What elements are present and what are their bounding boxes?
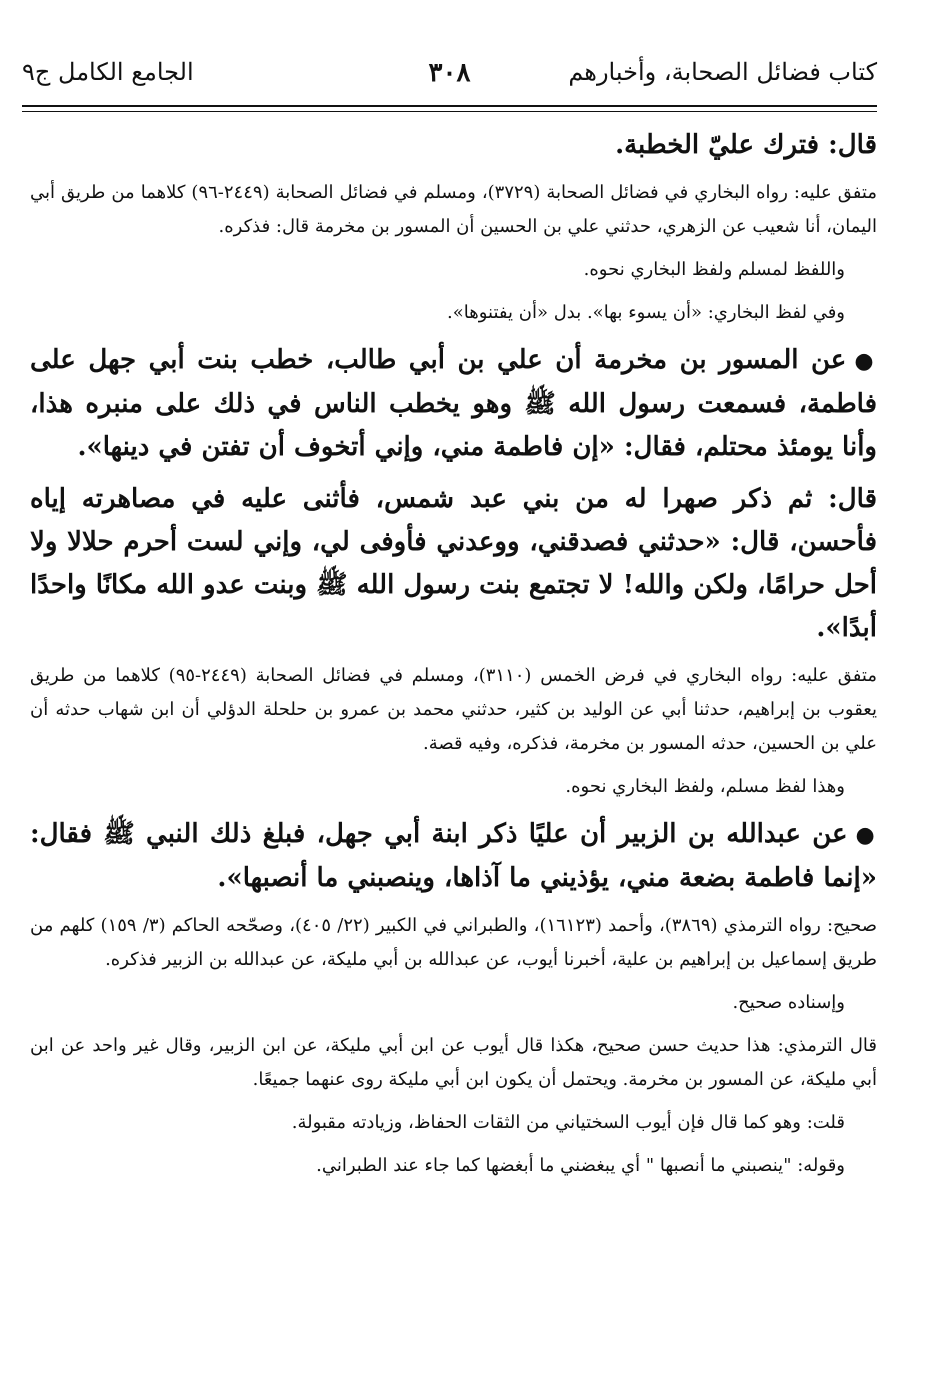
note-line: وقوله: "ينصبني ما أنصبها " أي يبغضني ما أبغضها كما جاء عند الطبراني. <box>316 1155 845 1176</box>
hadith-text <box>30 339 877 469</box>
note-line: وفي لفظ البخاري: «أن يسوء بها». بدل «أن يفتنوها». <box>447 302 845 323</box>
hadith-body: عن المسور بن مخرمة أن علي بن أبي طالب، خطب بنت أبي جهل على فاطمة، فسمعت رسول الله ﷺ وهو يخطب الناس في ذلك على منبره هذا، وأنا يومئذ محتلم، فقال: «إن فاطمة مني، وإني أتخوف أن تفتن في دينها». <box>30 345 877 462</box>
bullet-icon: ● <box>855 822 877 848</box>
note-line: وإسناده صحيح. <box>732 992 845 1013</box>
page-header <box>22 58 877 98</box>
hadith-text: قال: ثم ذكر صهرا له من بني عبد شمس، فأثنى عليه في مصاهرته إياه فأحسن، قال: «حدثني فصدقني، ووعدني فأوفى لي، وإني لست أحرم حلالا ولا أحل حرامًا، ولكن والله! لا تجتمع بنت رسول الله ﷺ وبنت عدو الله مكانًا واحدًا أبدًا». <box>30 484 877 643</box>
bullet-icon: ● <box>854 348 877 374</box>
page-number: ٣٠٨ <box>428 58 471 88</box>
header-rule-thin <box>22 111 877 112</box>
takhrij-note: قال الترمذي: هذا حديث حسن صحيح، هكذا قال أيوب عن ابن أبي مليكة، عن ابن الزبير، وقال غير واحد عن ابن أبي مليكة، عن المسور بن مخرمة. ويحتمل أن يكون ابن أبي مليكة روى عنهما جميعًا. <box>30 1035 877 1090</box>
takhrij-note: متفق عليه: رواه البخاري في فرض الخمس (٣١١٠)، ومسلم في فضائل الصحابة (٢٤٤٩-٩٥) كلاهما من طريق يعقوب بن إبراهيم، حدثنا أبي عن الوليد بن كثير، حدثني محمد بن عمرو بن حلحلة الدؤلي أن ابن شهاب حدثه أن علي بن الحسين، حدثه المسور بن مخرمة، فذكره، وفيه قصة. <box>30 665 877 754</box>
page-body <box>30 124 877 1192</box>
takhrij-note: متفق عليه: رواه البخاري في فضائل الصحابة (٣٧٢٩)، ومسلم في فضائل الصحابة (٢٤٤٩-٩٦) كلاهما من طريق أبي اليمان، أنا شعيب عن الزهري، حدثني علي بن الحسين أن المسور بن مخرمة قال: فذكره. <box>30 182 877 237</box>
hadith-text <box>30 813 877 900</box>
note-line: وهذا لفظ مسلم، ولفظ البخاري نحوه. <box>565 776 845 797</box>
header-rule-thick <box>22 105 877 107</box>
hadith-text: قال: فترك عليّ الخطبة. <box>615 130 877 160</box>
takhrij-note: صحيح: رواه الترمذي (٣٨٦٩)، وأحمد (١٦١٢٣)، والطبراني في الكبير (٢٢/ ٤٠٥)، وصحّحه الحاكم (٣/ ١٥٩) كلهم من طريق إسماعيل بن إبراهيم بن علية، أخبرنا أيوب، عن عبدالله بن أبي مليكة، عن عبدالله بن الزبير فذكره. <box>30 915 877 970</box>
volume-label: الجامع الكامل ج٩ <box>22 58 194 86</box>
hadith-body: عن عبدالله بن الزبير أن عليًا ذكر ابنة أبي جهل، فبلغ ذلك النبي ﷺ فقال: «إنما فاطمة بضعة مني، يؤذيني ما آذاها، وينصبني ما أنصبها». <box>30 819 877 893</box>
note-line: واللفظ لمسلم ولفظ البخاري نحوه. <box>583 259 845 280</box>
book-title: كتاب فضائل الصحابة، وأخبارهم <box>568 58 877 86</box>
note-line: قلت: وهو كما قال فإن أيوب السختياني من الثقات الحفاظ، وزيادته مقبولة. <box>291 1112 845 1133</box>
